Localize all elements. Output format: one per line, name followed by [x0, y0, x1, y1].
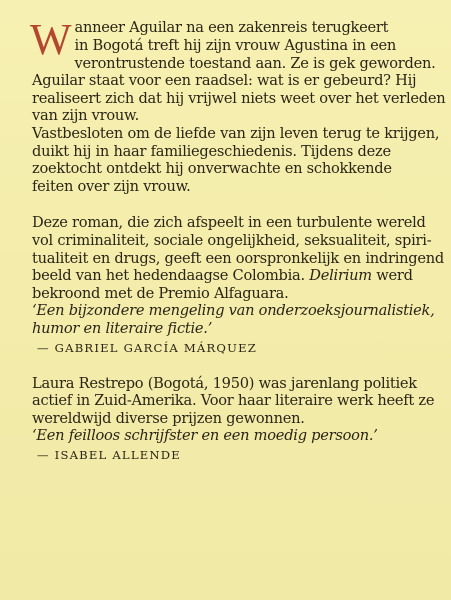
author-line-3: wereldwijd diverse prijzen gewonnen. — [32, 409, 305, 427]
intro-line-5: realiseert zich dat hij vrijwel niets weet over het verleden — [32, 89, 446, 107]
novel-line-1: Deze roman, die zich afspeelt in een turbulente wereld — [32, 214, 426, 232]
intro-line-4: Aguilar staat voor een raadsel: wat is er gebeurd? Hij — [32, 72, 417, 90]
intro-line-6: van zijn vrouw. — [32, 107, 139, 125]
intro-line-3: verontrustende toestand aan. Ze is gek geworden. — [74, 54, 436, 72]
novel-paragraph — [32, 214, 445, 357]
quote-attribution-marquez: — GABRIEL GARCÍA MÁRQUEZ — [37, 340, 258, 355]
intro-line-7: Vastbesloten om de liefde van zijn leven terug te krijgen, — [32, 124, 440, 142]
author-quote: ‘Een feilloos schrijfster en een moedig persoon.’ — [32, 427, 378, 445]
novel-line-3: tualiteit en drugs, geeft een oorspronkelijk en indringend — [32, 249, 445, 267]
novel-line-4 — [32, 267, 437, 285]
quote-line-2: humor en literaire fictie.’ — [32, 319, 213, 337]
intro-line-8: duikt hij in haar familiegeschiedenis. Tijdens deze — [32, 142, 391, 160]
quote-attribution-allende: — ISABEL ALLENDE — [37, 447, 181, 462]
quote-line-1: ‘Een bijzondere mengeling van onderzoeksjournalistiek, — [32, 302, 435, 320]
drop-cap: W — [30, 15, 72, 64]
novel-line-5: bekroond met de Premio Alfaguara. — [32, 284, 289, 302]
author-line-2: actief in Zuid-Amerika. Voor haar literaire werk heeft ze — [32, 392, 435, 410]
novel-line-4-post: werd — [376, 267, 413, 285]
intro-line-1: anneer Aguilar na een zakenreis terugkeert — [74, 19, 389, 36]
intro-line-9: zoektocht ontdekt hij onverwachte en schokkende — [32, 160, 392, 178]
intro-line-10: feiten over zijn vrouw. — [32, 177, 191, 195]
author-paragraph — [32, 375, 437, 465]
intro-paragraph — [30, 15, 446, 195]
book-title: Delirium — [309, 267, 372, 285]
author-line-1: Laura Restrepo (Bogotá, 1950) was jarenlang politiek — [32, 374, 417, 392]
intro-line-2: in Bogotá treft hij zijn vrouw Agustina in een — [74, 37, 397, 54]
novel-line-4-pre: beeld van het hedendaagse Colombia. — [32, 267, 305, 285]
novel-line-2: vol criminaliteit, sociale ongelijkheid, seksualiteit, spiri- — [32, 231, 432, 249]
